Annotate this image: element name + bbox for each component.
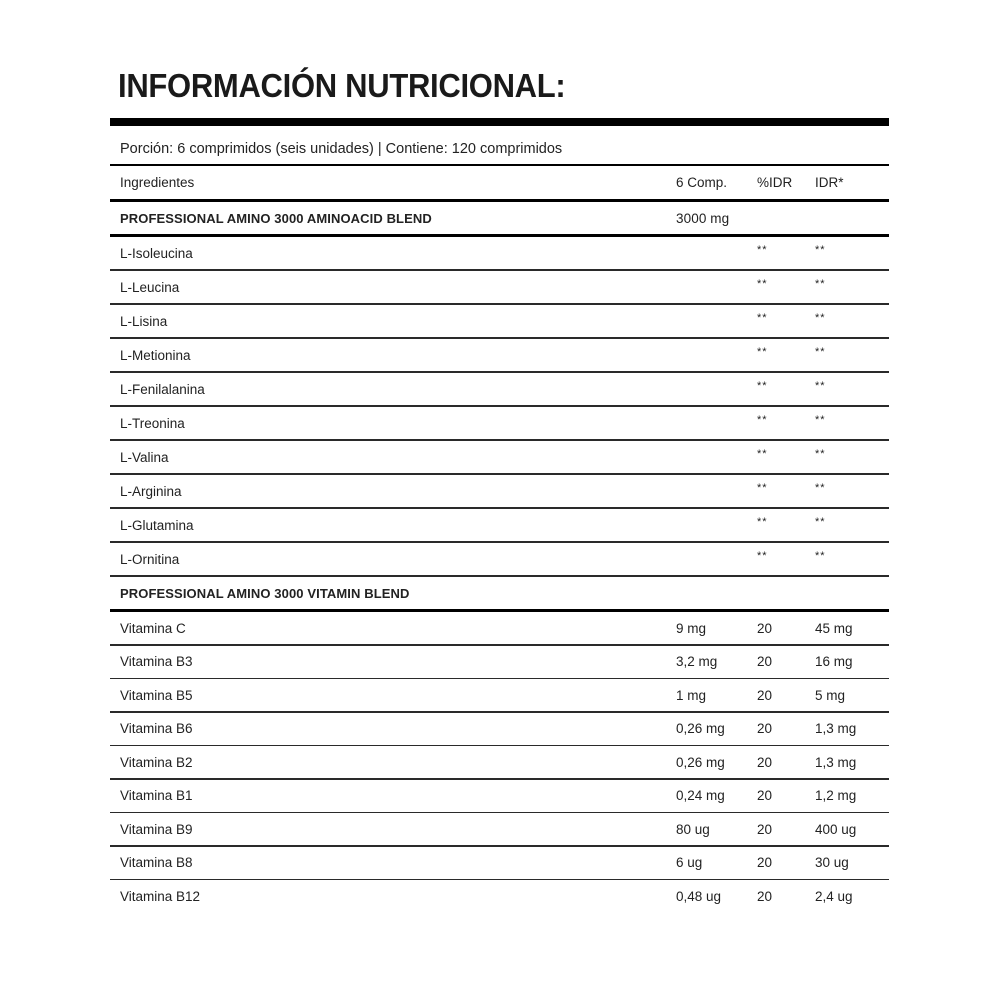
pct-idr-value: 20 xyxy=(757,721,773,736)
idr-value: 30 ug xyxy=(815,855,849,870)
amount-value: 9 mg xyxy=(676,620,707,636)
idr-value: ** xyxy=(815,414,826,426)
amount-value: 0,26 mg xyxy=(676,754,725,770)
pct-idr-value: ** xyxy=(757,516,768,528)
ingredient-name: L-Ornitina xyxy=(120,551,180,567)
table-row xyxy=(110,509,889,541)
amount-value: 1 mg xyxy=(676,687,707,703)
ingredient-name: L-Arginina xyxy=(120,483,182,499)
vitamin-blend-heading xyxy=(110,577,889,609)
ingredient-name: L-Isoleucina xyxy=(120,245,193,261)
pct-idr-value: 20 xyxy=(757,687,773,703)
pct-idr-value: ** xyxy=(757,482,768,494)
idr-value: 5 mg xyxy=(815,687,846,703)
table-row xyxy=(110,612,889,644)
idr-value: 1,3 mg xyxy=(815,721,857,736)
idr-value: ** xyxy=(815,278,826,290)
ingredient-name: Vitamina B12 xyxy=(120,888,201,904)
table-row xyxy=(110,475,889,507)
pct-idr-value: ** xyxy=(757,414,768,426)
pct-idr-value: ** xyxy=(757,346,768,358)
amino-blend-heading xyxy=(110,202,889,234)
section-title: PROFESSIONAL AMINO 3000 VITAMIN BLEND xyxy=(120,585,410,601)
pct-idr-value: ** xyxy=(757,278,768,290)
table-row xyxy=(110,847,889,879)
idr-value: ** xyxy=(815,346,826,358)
idr-value: ** xyxy=(815,244,826,256)
table-row xyxy=(110,441,889,473)
idr-value: 16 mg xyxy=(815,654,853,669)
pct-idr-value: 20 xyxy=(757,888,773,904)
header-idr: IDR* xyxy=(815,175,844,190)
table-row xyxy=(110,407,889,439)
header-ingredients: Ingredientes xyxy=(120,175,195,190)
amount-value: 0,26 mg xyxy=(676,721,725,736)
pct-idr-value: 20 xyxy=(757,821,773,837)
idr-value: ** xyxy=(815,550,826,562)
pct-idr-value: ** xyxy=(757,550,768,562)
idr-value: ** xyxy=(815,380,826,392)
idr-value: 2,4 ug xyxy=(815,888,853,904)
pct-idr-value: ** xyxy=(757,312,768,324)
idr-value: ** xyxy=(815,482,826,494)
ingredient-name: L-Lisina xyxy=(120,313,168,329)
nutrition-facts-panel xyxy=(110,66,889,912)
idr-value: ** xyxy=(815,448,826,460)
table-row xyxy=(110,813,889,845)
ingredient-name: Vitamina B9 xyxy=(120,821,193,837)
table-row xyxy=(110,780,889,812)
header-pct-idr: %IDR xyxy=(757,175,793,190)
pct-idr-value: ** xyxy=(757,380,768,392)
serving-info: Porción: 6 comprimidos (seis unidades) | Contiene: 120 comprimidos xyxy=(120,141,563,157)
idr-value: ** xyxy=(815,312,826,324)
table-row xyxy=(110,713,889,745)
table-row xyxy=(110,646,889,678)
amino-list xyxy=(110,237,889,577)
section-title: PROFESSIONAL AMINO 3000 AMINOACID BLEND xyxy=(120,210,432,226)
table-row xyxy=(110,543,889,575)
pct-idr-value: ** xyxy=(757,448,768,460)
pct-idr-value: 20 xyxy=(757,654,773,669)
table-row xyxy=(110,305,889,337)
table-header xyxy=(110,166,889,199)
pct-idr-value: 20 xyxy=(757,788,773,803)
pct-idr-value: 20 xyxy=(757,620,773,636)
ingredient-name: Vitamina C xyxy=(120,620,186,636)
table-row xyxy=(110,679,889,711)
table-row xyxy=(110,271,889,303)
ingredient-name: L-Fenilalanina xyxy=(120,381,205,397)
ingredient-name: L-Valina xyxy=(120,449,169,465)
ingredient-name: Vitamina B8 xyxy=(120,855,193,870)
amount-value: 3,2 mg xyxy=(676,654,718,669)
pct-idr-value: 20 xyxy=(757,855,773,870)
amount-value: 80 ug xyxy=(676,821,710,837)
ingredient-name: L-Glutamina xyxy=(120,517,194,533)
amount-value: 0,24 mg xyxy=(676,788,725,803)
idr-value: 1,2 mg xyxy=(815,788,857,803)
table-row xyxy=(110,237,889,269)
idr-value: 45 mg xyxy=(815,620,853,636)
idr-value: 1,3 mg xyxy=(815,754,857,770)
page-title: INFORMACIÓN NUTRICIONAL: xyxy=(118,66,566,105)
amount-value: 6 ug xyxy=(676,855,703,870)
title-divider xyxy=(110,118,889,126)
section-amount: 3000 mg xyxy=(676,210,730,226)
header-comp: 6 Comp. xyxy=(676,175,728,190)
ingredient-name: L-Metionina xyxy=(120,347,191,363)
pct-idr-value: ** xyxy=(757,244,768,256)
ingredient-name: Vitamina B6 xyxy=(120,721,193,736)
table-row xyxy=(110,746,889,778)
ingredient-name: L-Treonina xyxy=(120,415,185,431)
ingredient-name: Vitamina B2 xyxy=(120,754,193,770)
ingredient-name: Vitamina B5 xyxy=(120,687,193,703)
idr-value: ** xyxy=(815,516,826,528)
idr-value: 400 ug xyxy=(815,821,857,837)
vitamin-list xyxy=(110,612,889,912)
ingredient-name: Vitamina B1 xyxy=(120,788,193,803)
pct-idr-value: 20 xyxy=(757,754,773,770)
amount-value: 0,48 ug xyxy=(676,888,722,904)
ingredient-name: Vitamina B3 xyxy=(120,654,193,669)
table-row xyxy=(110,880,889,912)
table-row xyxy=(110,373,889,405)
table-row xyxy=(110,339,889,371)
ingredient-name: L-Leucina xyxy=(120,279,180,295)
